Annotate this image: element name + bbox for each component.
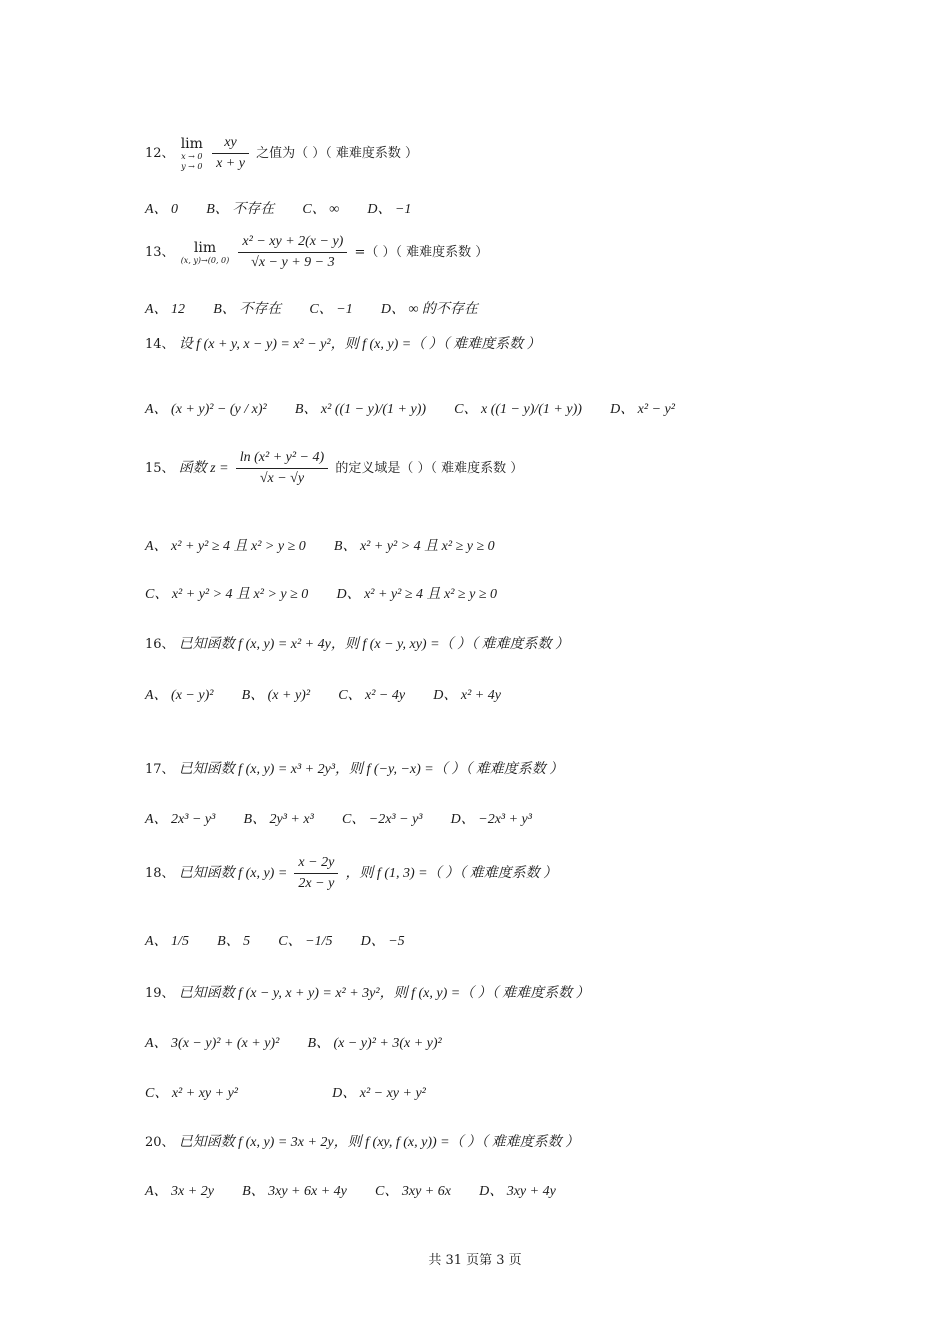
question-number: 18、 xyxy=(145,866,175,881)
options-15-row2 xyxy=(145,583,497,603)
question-text: ，则 f (1, 3) =（ ）（ 难难度系数 ） xyxy=(345,866,558,881)
option-d: D、 −2x³ + y³ xyxy=(450,812,532,827)
options-19-row2 xyxy=(145,1082,426,1102)
options-16 xyxy=(145,684,501,704)
option-d: D、 ∞ 的不存在 xyxy=(380,302,478,317)
fraction: $\frac{\text{ln (x² + y² − 4)}}{√x - √y}$ xyxy=(236,448,328,489)
options-18 xyxy=(145,930,405,950)
option-d: D、 x² + y² ≥ 4 且 x² ≥ y ≥ 0 xyxy=(336,587,498,602)
question-17 xyxy=(145,758,563,778)
option-a: A、 0 xyxy=(145,202,179,217)
option-d: D、 3xy + 4y xyxy=(479,1184,556,1199)
option-b: B、 不存在 xyxy=(213,302,282,317)
question-number: 16、 xyxy=(145,637,175,652)
question-number: 17、 xyxy=(145,762,175,777)
question-text: 已知函数 f (x, y) = x² + 4y，则 f (x − y, xy) =（ ）（ 难难度系数 ） xyxy=(178,637,570,652)
question-text: 已知函数 f (x, y) = x³ + 2y³，则 f (−y, −x) =（ ）（ 难难度系数 ） xyxy=(178,762,564,777)
option-d: D、 x² + 4y xyxy=(433,688,501,703)
question-12 xyxy=(145,133,418,174)
option-b: B、 (x + y)² xyxy=(241,688,311,703)
option-c: C、 3xy + 6x xyxy=(375,1184,451,1199)
option-a: A、 2x³ − y³ xyxy=(145,812,216,827)
question-text: 设 f (x + y, x − y) = x² − y²，则 f (x, y) =（ ）（ 难难度系数 ） xyxy=(178,337,541,352)
option-a: A、 1/5 xyxy=(145,934,189,949)
limit-expression: lim (x, y)→(0, 0) xyxy=(180,239,230,265)
option-a: A、 (x + y)² − (y / x)² xyxy=(145,402,267,417)
option-a: A、 (x − y)² xyxy=(145,688,214,703)
options-13 xyxy=(145,298,478,318)
question-number: 15、 xyxy=(145,461,175,476)
option-d: D、 x² − y² xyxy=(610,402,675,417)
question-number: 12、 xyxy=(145,146,175,161)
options-14 xyxy=(145,398,675,418)
limit-expression: lim x → 0 y → 0 xyxy=(180,135,203,171)
question-16 xyxy=(145,633,569,653)
option-d: D、 −5 xyxy=(360,934,405,949)
question-text: 已知函数 f (x − y, x + y) = x² + 3y²，则 f (x, y) =（ ）（ 难难度系数 ） xyxy=(178,986,590,1001)
options-12 xyxy=(145,198,411,218)
options-17 xyxy=(145,808,532,828)
question-number: 20、 xyxy=(145,1135,175,1150)
question-text: =（ ）（ 难难度系数 ） xyxy=(354,245,489,260)
option-c: C、 −1/5 xyxy=(278,934,333,949)
option-b: B、 3xy + 6x + 4y xyxy=(242,1184,347,1199)
option-c: C、 −2x³ − y³ xyxy=(341,812,423,827)
question-prefix: 已知函数 f (x, y) = xyxy=(178,866,288,881)
question-number: 13、 xyxy=(145,245,175,260)
option-c: C、 x² − 4y xyxy=(338,688,406,703)
fraction: $\frac{x - 2y}{2x - y}$ xyxy=(294,853,338,894)
question-13 xyxy=(145,232,488,273)
option-a: A、 3(x − y)² + (x + y)² xyxy=(145,1036,280,1051)
question-14 xyxy=(145,333,541,353)
option-c: C、 x ((1 − y)/(1 + y)) xyxy=(454,402,582,417)
fraction: $\frac{xy}{x + y}$ xyxy=(212,133,249,174)
option-b: B、 x² ((1 − y)/(1 + y)) xyxy=(294,402,427,417)
options-20 xyxy=(145,1180,556,1200)
question-text: 已知函数 f (x, y) = 3x + 2y，则 f (xy, f (x, y)) =（ ）（ 难难度系数 ） xyxy=(178,1135,580,1150)
page-footer: 共 31 页第 3 页 xyxy=(428,1253,522,1268)
option-b: B、 2y³ + x³ xyxy=(243,812,314,827)
option-b: B、 不存在 xyxy=(206,202,275,217)
option-c: C、 −1 xyxy=(309,302,353,317)
options-19-row1 xyxy=(145,1032,442,1052)
question-text: 的定义域是（ ）（ 难难度系数 ） xyxy=(335,461,524,476)
option-c: C、 x² + xy + y² xyxy=(145,1086,238,1101)
option-c: C、 x² + y² > 4 且 x² > y ≥ 0 xyxy=(145,587,309,602)
fraction: $\frac{\text{x² − xy + 2(x − y)}}{√x - y + 9 - 3}$ xyxy=(238,232,347,273)
question-19 xyxy=(145,982,590,1002)
option-c: C、 ∞ xyxy=(302,202,340,217)
option-d: D、 −1 xyxy=(367,202,412,217)
question-15 xyxy=(145,448,523,489)
option-d: D、 x² − xy + y² xyxy=(332,1086,426,1101)
option-a: A、 3x + 2y xyxy=(145,1184,214,1199)
option-a: A、 x² + y² ≥ 4 且 x² > y ≥ 0 xyxy=(145,539,306,554)
options-15-row1 xyxy=(145,535,495,555)
question-prefix: 函数 z = xyxy=(178,461,229,476)
question-18 xyxy=(145,853,557,894)
question-text: 之值为（ ）（ 难难度系数 ） xyxy=(256,146,418,161)
option-a: A、 12 xyxy=(145,302,186,317)
option-b: B、 (x − y)² + 3(x + y)² xyxy=(307,1036,442,1051)
option-b: B、 x² + y² > 4 且 x² ≥ y ≥ 0 xyxy=(333,539,495,554)
option-b: B、 5 xyxy=(217,934,251,949)
question-number: 14、 xyxy=(145,337,175,352)
question-20 xyxy=(145,1131,579,1151)
question-number: 19、 xyxy=(145,986,175,1001)
